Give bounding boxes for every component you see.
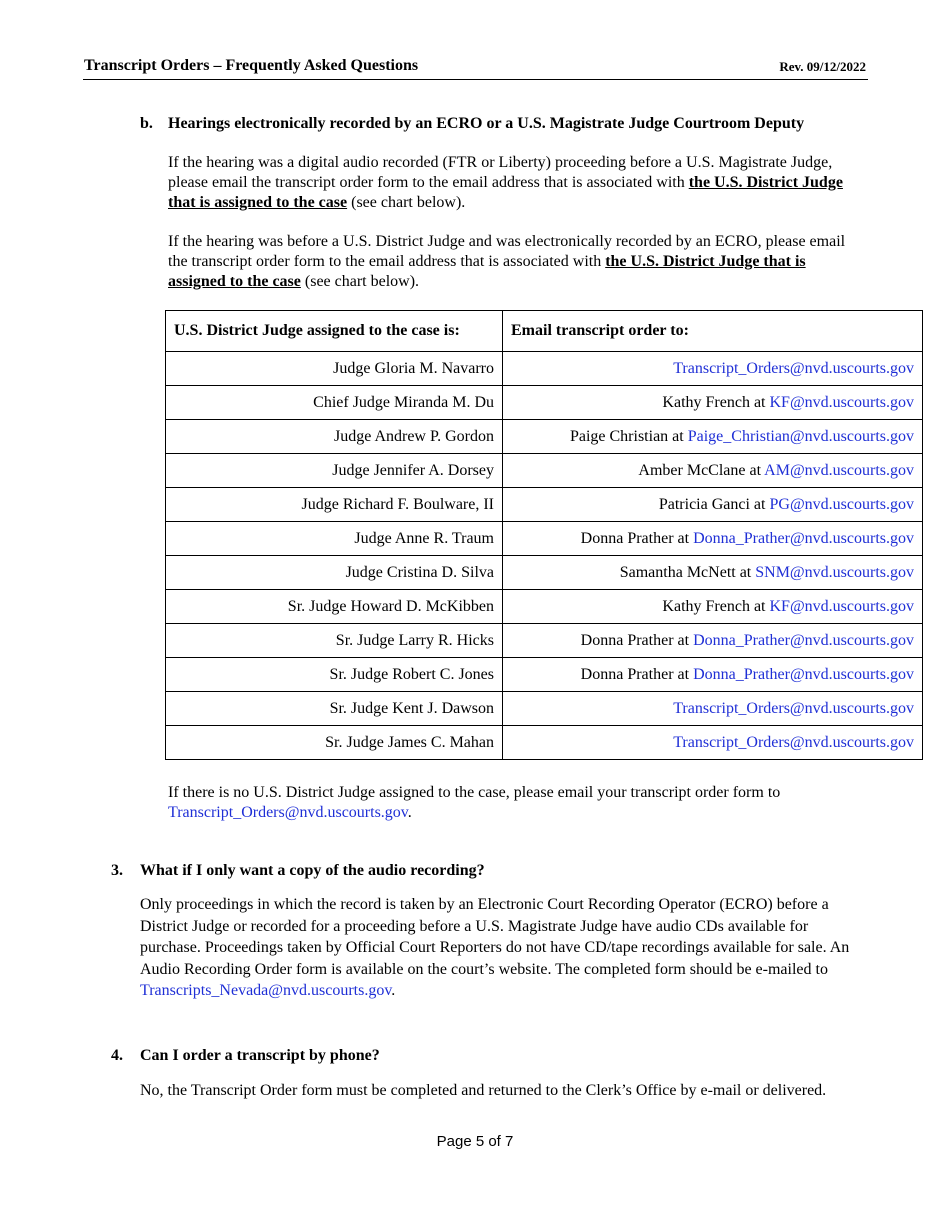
table-row: [166, 658, 923, 692]
question-number: 4.: [111, 1047, 123, 1064]
table-row: [166, 454, 923, 488]
question-title: What if I only want a copy of the audio recording?: [140, 862, 485, 879]
page-number: Page 5 of 7: [436, 1133, 514, 1150]
judge-name-cell: Judge Jennifer A. Dorsey: [166, 454, 503, 488]
email-link[interactable]: Donna_Prather@nvd.uscourts.gov: [693, 631, 914, 649]
judge-name-cell: Judge Richard F. Boulware, II: [166, 488, 503, 522]
column-header-judge: U.S. District Judge assigned to the case is:: [166, 311, 503, 352]
email-cell: [503, 590, 923, 624]
email-cell: [503, 556, 923, 590]
header-divider: [83, 79, 868, 80]
transcripts-nevada-email-link[interactable]: Transcripts_Nevada@nvd.uscourts.gov: [140, 982, 392, 999]
email-cell: [503, 658, 923, 692]
email-link[interactable]: KF@nvd.uscourts.gov: [769, 393, 914, 411]
paragraph-suffix: (see chart below).: [347, 194, 466, 211]
table-row: [166, 386, 923, 420]
header-title: Transcript Orders – Frequently Asked Questions: [84, 57, 419, 74]
email-link[interactable]: Transcript_Orders@nvd.uscourts.gov: [673, 733, 914, 751]
answer-text: Only proceedings in which the record is taken by an Electronic Court Recording Operator (ECRO) before a District Judge or recorded for a proceeding before a U.S. Magistrate Judge have audio CDs available for purchase. Proceedings taken by Official Court Reporters do not have CD/tape recordings available for sale. An Audio Recording Order form is available on the court’s website. The completed form should be e-mailed to: [140, 896, 850, 978]
paragraph-district: [168, 232, 858, 292]
table-row: [166, 352, 923, 386]
judge-name-cell: Chief Judge Miranda M. Du: [166, 386, 503, 420]
table-row: [166, 488, 923, 522]
email-cell: [503, 692, 923, 726]
contact-name: Patricia Ganci at: [658, 495, 770, 513]
answer-suffix: .: [391, 982, 396, 999]
email-cell: [503, 352, 923, 386]
transcript-orders-email-link[interactable]: Transcript_Orders@nvd.uscourts.gov: [168, 804, 408, 821]
table-row: [166, 522, 923, 556]
section-letter: b.: [140, 115, 153, 132]
judge-name-cell: Sr. Judge Robert C. Jones: [166, 658, 503, 692]
table-row: [166, 556, 923, 590]
email-link[interactable]: Donna_Prather@nvd.uscourts.gov: [693, 529, 914, 547]
contact-name: Donna Prather at: [580, 665, 694, 683]
email-cell: [503, 726, 923, 760]
table-row: [166, 692, 923, 726]
judge-name-cell: Judge Andrew P. Gordon: [166, 420, 503, 454]
judge-email-table: [165, 310, 923, 760]
section-title: Hearings electronically recorded by an ECRO or a U.S. Magistrate Judge Courtroom Deputy: [168, 115, 805, 132]
email-cell: [503, 420, 923, 454]
email-cell: [503, 488, 923, 522]
no-judge-note: [168, 783, 858, 823]
question-title: Can I order a transcript by phone?: [140, 1047, 380, 1064]
email-cell: [503, 522, 923, 556]
email-link[interactable]: Donna_Prather@nvd.uscourts.gov: [693, 665, 914, 683]
paragraph-emphasis: the U.S. District Judge that is assigned to the case: [168, 253, 806, 290]
contact-name: Paige Christian at: [569, 427, 688, 445]
paragraph-text: If the hearing was before a U.S. District Judge and was electronically recorded by an ECRO, please email the transcript order form to the email address that is associated with: [168, 233, 846, 270]
contact-name: Donna Prather at: [580, 631, 694, 649]
email-cell: [503, 454, 923, 488]
email-link[interactable]: Transcript_Orders@nvd.uscourts.gov: [673, 359, 914, 377]
judge-name-cell: Judge Cristina D. Silva: [166, 556, 503, 590]
table-row: [166, 590, 923, 624]
revision-date: Rev. 09/12/2022: [779, 59, 866, 74]
paragraph-emphasis: the U.S. District Judge that is assigned to the case: [168, 174, 843, 211]
table-row: [166, 420, 923, 454]
contact-name: Donna Prather at: [580, 529, 694, 547]
judge-name-cell: Sr. Judge Kent J. Dawson: [166, 692, 503, 726]
email-link[interactable]: Transcript_Orders@nvd.uscourts.gov: [673, 699, 914, 717]
note-suffix: .: [407, 804, 412, 821]
table-row: [166, 624, 923, 658]
contact-name: Amber McClane at: [638, 461, 765, 479]
contact-name: Kathy French at: [662, 393, 770, 411]
email-link[interactable]: SNM@nvd.uscourts.gov: [755, 563, 914, 581]
email-link[interactable]: PG@nvd.uscourts.gov: [769, 495, 914, 513]
paragraph-suffix: (see chart below).: [300, 273, 420, 290]
question-answer: No, the Transcript Order form must be completed and returned to the Clerk’s Office by e-mail or delivered.: [140, 1082, 827, 1099]
email-link[interactable]: KF@nvd.uscourts.gov: [769, 597, 914, 615]
question-number: 3.: [111, 862, 123, 879]
judge-table-body: [166, 352, 923, 760]
column-header-email: Email transcript order to:: [503, 311, 923, 352]
contact-name: Kathy French at: [662, 597, 770, 615]
email-link[interactable]: AM@nvd.uscourts.gov: [764, 461, 914, 479]
email-cell: [503, 386, 923, 420]
table-row: [166, 726, 923, 760]
paragraph-magistrate: [168, 153, 858, 213]
judge-name-cell: Sr. Judge James C. Mahan: [166, 726, 503, 760]
email-cell: [503, 624, 923, 658]
question-answer: [140, 894, 870, 1002]
judge-name-cell: Sr. Judge Howard D. McKibben: [166, 590, 503, 624]
email-link[interactable]: Paige_Christian@nvd.uscourts.gov: [687, 427, 914, 445]
note-text: If there is no U.S. District Judge assigned to the case, please email your transcript order form to: [168, 784, 781, 801]
paragraph-text: If the hearing was a digital audio recorded (FTR or Liberty) proceeding before a U.S. Magistrate Judge, please email the transcript order form to the email address that is associated with: [168, 154, 833, 191]
judge-name-cell: Judge Gloria M. Navarro: [166, 352, 503, 386]
judge-name-cell: Judge Anne R. Traum: [166, 522, 503, 556]
judge-name-cell: Sr. Judge Larry R. Hicks: [166, 624, 503, 658]
contact-name: Samantha McNett at: [619, 563, 756, 581]
